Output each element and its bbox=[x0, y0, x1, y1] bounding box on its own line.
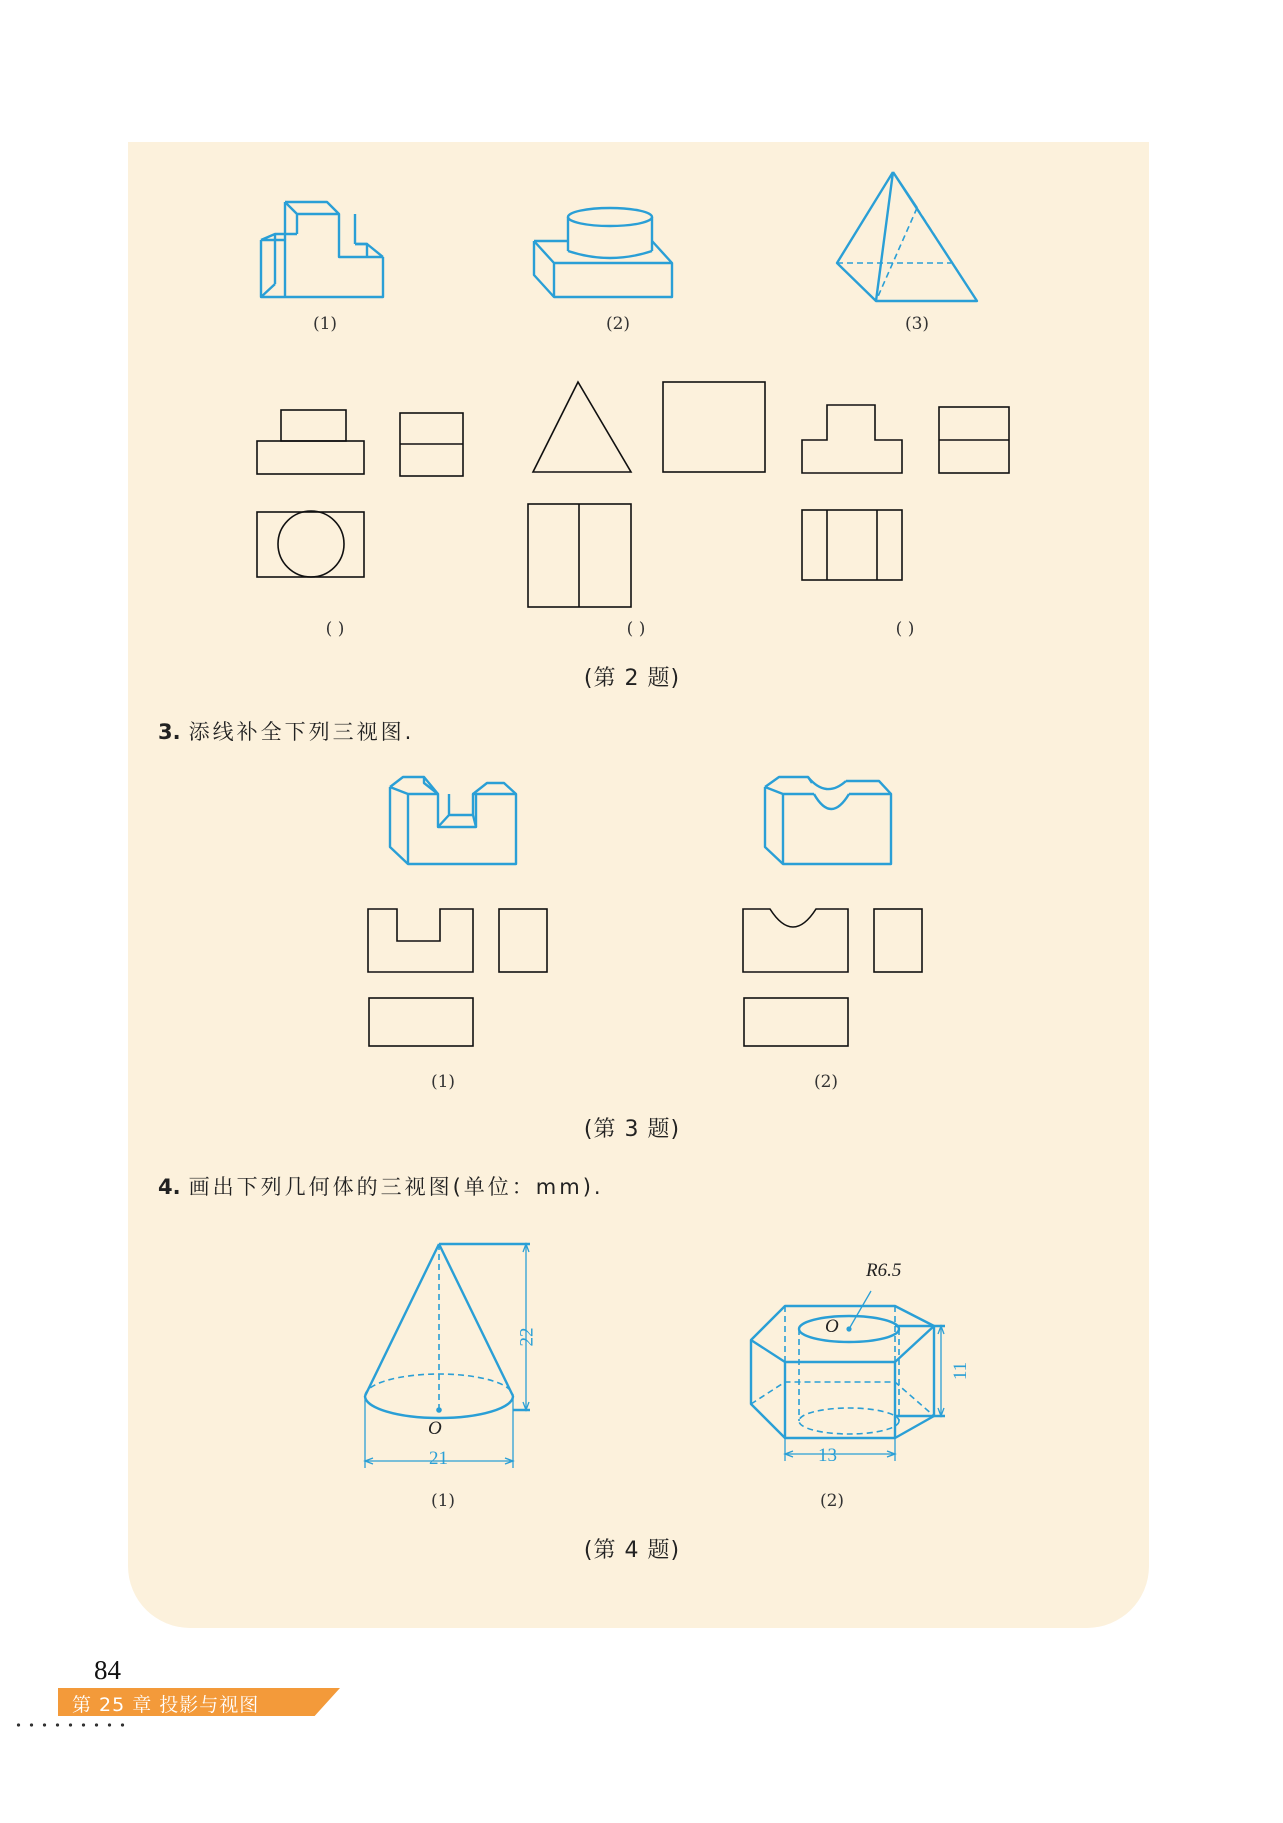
problem-3-caption-1: (1) bbox=[430, 1072, 456, 1092]
solid-stepped-block bbox=[255, 200, 395, 310]
solid-1-caption: (1) bbox=[312, 314, 338, 334]
problem-4-number: 4. bbox=[158, 1175, 181, 1199]
decorative-dotted-line bbox=[12, 1723, 130, 1727]
solid-3-caption: (3) bbox=[904, 314, 930, 334]
problem-4-caption-1: (1) bbox=[430, 1491, 456, 1511]
solid-block-with-notch bbox=[762, 775, 897, 875]
cone-center-label: O bbox=[428, 1418, 442, 1439]
page-number: 84 bbox=[94, 1655, 121, 1685]
problem-3-caption-2: (2) bbox=[813, 1072, 839, 1092]
cone-diameter-dimension: 21 bbox=[429, 1448, 448, 1469]
problem-3-statement bbox=[158, 716, 414, 746]
figure-label-problem-4: (第 4 题) bbox=[583, 1538, 681, 1563]
nut-center-label: O bbox=[825, 1316, 839, 1337]
problem-4-text: 画出下列几何体的三视图(单位：mm). bbox=[188, 1175, 604, 1199]
solid-cylinder-on-block bbox=[532, 205, 682, 305]
figure-label-problem-3: (第 3 题) bbox=[583, 1117, 681, 1142]
views-problem-3-2 bbox=[740, 905, 940, 1050]
exercise-panel bbox=[128, 142, 1149, 1628]
cone-figure bbox=[360, 1238, 540, 1478]
hex-nut-figure bbox=[745, 1286, 975, 1466]
chapter-title: 第 25 章 投影与视图 bbox=[72, 1694, 260, 1716]
problem-3-text: 添线补全下列三视图. bbox=[188, 720, 415, 744]
problem-3-number: 3. bbox=[158, 720, 181, 744]
nut-height-dimension: 11 bbox=[950, 1361, 972, 1381]
nut-side-dimension: 13 bbox=[818, 1445, 837, 1466]
answer-blank-2: ( ) bbox=[626, 619, 646, 639]
solid-triangular-prism bbox=[833, 170, 983, 305]
solid-u-block bbox=[387, 775, 522, 875]
views-set-a bbox=[255, 408, 475, 588]
solid-2-caption: (2) bbox=[605, 314, 631, 334]
cone-height-dimension: 22 bbox=[516, 1327, 538, 1347]
problem-4-statement bbox=[158, 1171, 604, 1201]
problem-4-caption-2: (2) bbox=[819, 1491, 845, 1511]
nut-radius-label: R6.5 bbox=[866, 1260, 902, 1281]
views-problem-3-1 bbox=[365, 905, 565, 1050]
answer-blank-3: ( ) bbox=[895, 619, 915, 639]
figure-label-problem-2: (第 2 题) bbox=[583, 666, 681, 691]
views-set-c bbox=[800, 403, 1020, 583]
views-set-b bbox=[525, 380, 770, 615]
answer-blank-1: ( ) bbox=[325, 619, 345, 639]
